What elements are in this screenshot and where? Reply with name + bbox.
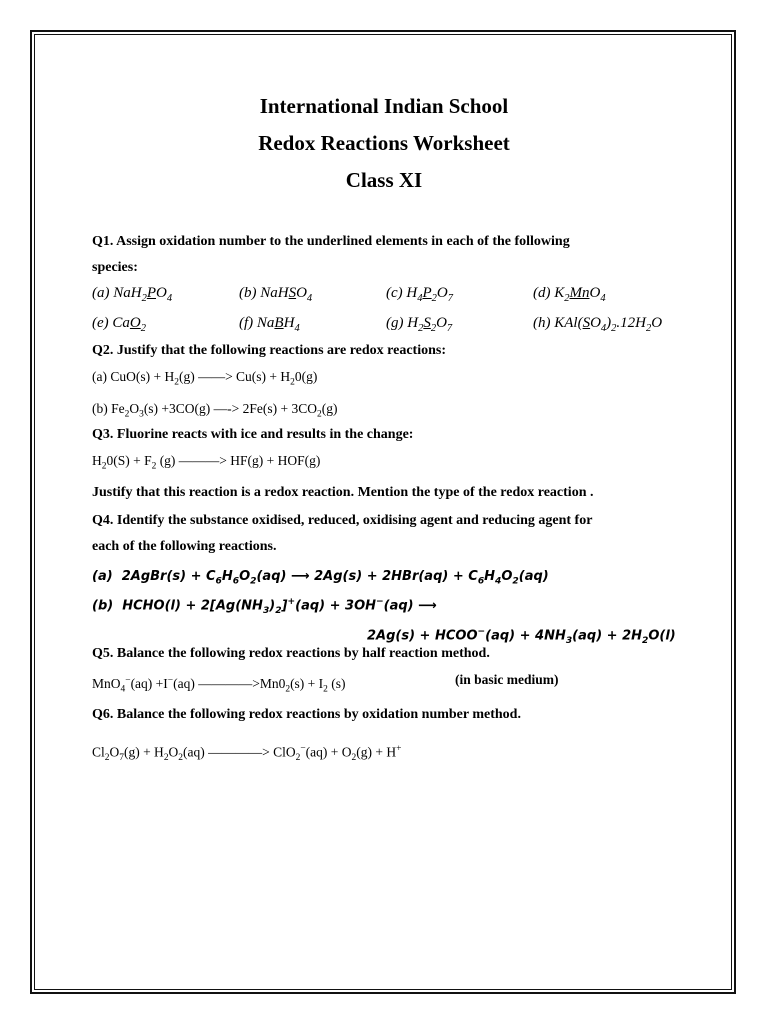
species-b: (b) NaHSO$_4$: [239, 285, 313, 304]
species-h: (h) $KAl(SO_4)_2.12H_2O$: [533, 315, 663, 334]
q3-instruction: Justify that this reaction is a redox reaction. Mention the type of the redox reaction .: [92, 484, 594, 500]
question-2: [92, 338, 682, 427]
species-d: (d) $K_2MnO_4$: [533, 285, 606, 304]
title-block: [0, 88, 768, 199]
q5-heading: Q5. Balance the following redox reactions by half reaction method.: [92, 646, 490, 661]
question-6: [92, 702, 682, 771]
q4-reaction-a: (a) 2AgBr(s) + $C_6H_6O_2(aq)$ ⟶ $2Ag(s) + 2HBr(aq) + C_6H_4O_2(aq)$: [92, 569, 549, 587]
species-f: (f) NaBH$_4$: [239, 315, 300, 334]
q4-heading-line2: each of the following reactions.: [92, 539, 277, 554]
class-title: Class XI: [345, 168, 423, 192]
question-3: [92, 422, 682, 506]
q4-heading-line1: Q4. Identify the substance oxidised, reduced, oxidising agent and reducing agent for: [92, 513, 593, 528]
question-4: [92, 508, 682, 560]
q6-reaction: $Cl_2O_7(g) + H_2O_2(aq)$ ————> $ClO_2^-(aq) + O_2(g) + H^+$: [92, 744, 402, 764]
q1-heading-line2: species:: [92, 260, 138, 275]
q5-reaction: MnO$_4$−(aq) +I−(aq) $————>Mn0_2(s) + I_2$ (s): [92, 675, 346, 695]
q1-species-grid: [92, 281, 682, 341]
q3-heading: Q3. Fluorine reacts with ice and results in the change:: [92, 427, 414, 442]
school-name: International Indian School: [259, 94, 509, 118]
q5-note: (in basic medium): [455, 672, 559, 687]
q2-heading: Q2. Justify that the following reactions are redox reactions:: [92, 343, 446, 358]
species-e: (e) CaO$_2$: [92, 315, 146, 334]
q4-reaction-b-line2: 2Ag(s) + HCOO−(aq) + $4NH_3(aq) + 2H_2O(l)$: [367, 626, 676, 646]
species-c: (c) $H_4P_2O_7$: [386, 285, 453, 304]
question-1: [92, 229, 682, 281]
q4-reaction-b-line1: (b) HCHO(l) + $2[Ag(NH_3)_2]^+(aq) + 3OH^-(aq)$ ⟶: [92, 596, 437, 616]
species-a: (a) $NaH_2PO_4$: [92, 285, 173, 304]
q1-heading-line1: Q1. Assign oxidation number to the underlined elements in each of the following: [92, 234, 570, 249]
species-g: (g) $H_2S_2O_7$: [386, 315, 453, 334]
q3-reaction: $H_20(S) + F_2$ (g) ———> HF(g) + HOF(g): [92, 453, 321, 472]
q4-reactions: [92, 567, 682, 651]
q2-reaction-b: (b) $Fe_2O_3(s) +3CO(g)$ —-> $2Fe(s) + 3CO_2(g)$: [92, 400, 338, 420]
q5-reaction-line: [92, 667, 682, 702]
worksheet-title: Redox Reactions Worksheet: [258, 131, 510, 155]
q6-heading: Q6. Balance the following redox reactions by oxidation number method.: [92, 707, 521, 722]
question-5: [92, 641, 682, 702]
q2-reaction-a: (a) $CuO(s) + H_2(g)$ ——> $Cu(s) + H_20(g)$: [92, 369, 318, 388]
